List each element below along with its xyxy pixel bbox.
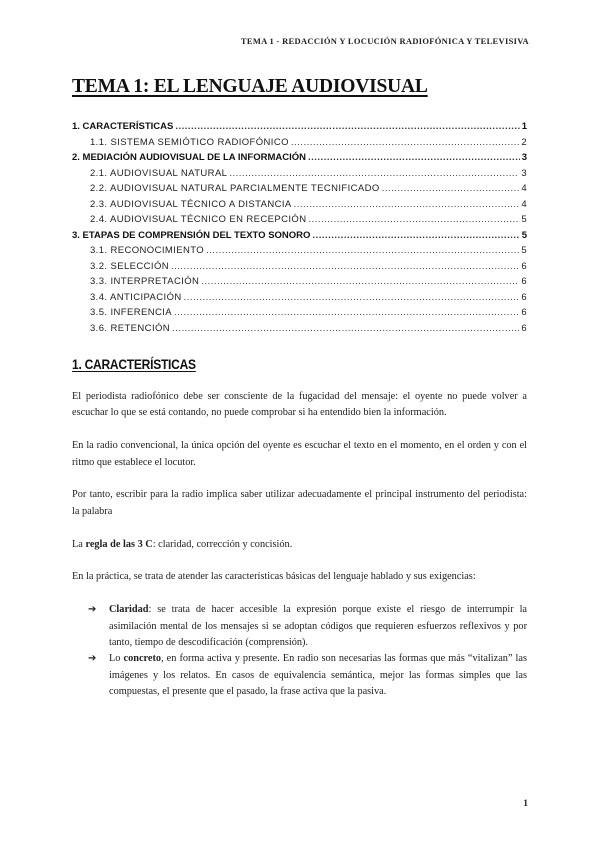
toc-leader: [184, 292, 520, 303]
table-of-contents: [72, 121, 527, 338]
toc-leader: [291, 137, 519, 148]
toc-leader: [201, 276, 519, 287]
toc-entry-page: 4: [521, 198, 527, 210]
rule-prefix: La: [72, 538, 86, 550]
arrow-right-icon: ➔: [88, 604, 97, 616]
toc-entry-label: 2.1. AUDIOVISUAL NATURAL: [90, 167, 228, 179]
toc-entry-label: 3. ETAPAS DE COMPRENSIÓN DEL TEXTO SONORO: [72, 229, 311, 241]
arrow-right-icon: ➔: [88, 653, 97, 665]
toc-entry-label: 1. CARACTERÍSTICAS: [72, 121, 174, 132]
toc-entry[interactable]: [72, 307, 527, 323]
document-title: TEMA 1: EL LENGUAJE AUDIOVISUAL: [72, 76, 428, 97]
toc-entry-label: 2.4. AUDIOVISUAL TÉCNICO EN RECEPCIÓN: [90, 214, 307, 225]
toc-leader: [312, 230, 519, 241]
bullet-term: Claridad: [109, 604, 149, 616]
toc-entry-label: 3.1. RECONOCIMIENTO: [90, 245, 205, 256]
toc-entry-page: 1: [521, 121, 527, 132]
toc-entry-page: 3: [521, 167, 527, 179]
toc-entry[interactable]: [72, 230, 527, 246]
bullet-text: : se trata de hacer accesible la expresión porque existe el riesgo de interrumpir la asimilación mental de los mensajes si se adoptan códigos que requieren esfuerzos reflexivos y por tanto, tiempo de descodificación (comprensión).: [109, 604, 527, 649]
rule-paragraph: [72, 537, 527, 553]
toc-entry[interactable]: [72, 214, 527, 230]
toc-entry[interactable]: [72, 168, 527, 184]
toc-entry-label: 1.1. SISTEMA SEMIÓTICO RADIOFÓNICO: [90, 136, 289, 148]
toc-leader: [172, 323, 519, 334]
toc-leader: [206, 245, 519, 256]
toc-entry-label: 2. MEDIACIÓN AUDIOVISUAL DE LA INFORMACIÓN: [72, 152, 306, 163]
paragraph: En la radio convencional, la única opción del oyente es escuchar el texto en el momento, en el orden y con el ritmo que establece el locutor.: [72, 440, 527, 468]
bullet-prefix: Lo: [109, 653, 124, 665]
toc-entry-page: 6: [521, 291, 527, 303]
toc-entry-page: 5: [521, 214, 527, 225]
toc-leader: [175, 121, 519, 132]
bullet-item: [72, 651, 527, 700]
toc-entry[interactable]: [72, 276, 527, 292]
toc-entry-page: 3: [521, 152, 527, 163]
toc-entry[interactable]: [72, 199, 527, 215]
toc-entry-label: 2.2. AUDIOVISUAL NATURAL PARCIALMENTE TECNIFICADO: [90, 183, 380, 194]
paragraph: En la práctica, se trata de atender las características básicas del lenguaje hablado y sus exigencias:: [72, 571, 476, 583]
page-number: 1: [523, 799, 528, 809]
toc-entry-page: 6: [521, 322, 527, 334]
toc-entry-page: 2: [521, 136, 527, 148]
rule-name: regla de las 3 C: [85, 538, 153, 550]
bullet-list: [72, 602, 527, 700]
toc-entry[interactable]: [72, 121, 527, 137]
paragraph: El periodista radiofónico debe ser consciente de la fugacidad del mensaje: el oyente no puede volver a escuchar lo que se está contando, no puede comprobar si ha entendido bien la información.: [72, 391, 527, 419]
toc-entry-label: 2.3. AUDIOVISUAL TÉCNICO A DISTANCIA: [90, 198, 292, 210]
toc-entry-label: 3.5. INFERENCIA: [90, 307, 173, 318]
toc-entry-label: 3.2. SELECCIÓN: [90, 260, 169, 272]
toc-entry-label: 3.6. RETENCIÓN: [90, 322, 171, 334]
toc-entry-page: 4: [521, 183, 527, 194]
bullet-term: concreto: [123, 653, 162, 665]
toc-entry-page: 6: [521, 276, 527, 287]
toc-entry[interactable]: [72, 183, 527, 199]
toc-entry[interactable]: [72, 245, 527, 261]
toc-entry-page: 5: [521, 229, 527, 241]
toc-entry-label: 3.3. INTERPRETACIÓN: [90, 276, 200, 287]
bullet-item: [72, 602, 527, 651]
toc-entry-page: 5: [521, 245, 527, 256]
section-heading: 1. CARACTERÍSTICAS: [72, 356, 196, 372]
toc-entry[interactable]: [72, 323, 527, 339]
section-body: [72, 389, 527, 701]
toc-leader: [229, 168, 519, 179]
toc-entry[interactable]: [72, 261, 527, 277]
toc-entry-label: 3.4. ANTICIPACIÓN: [90, 291, 182, 303]
toc-leader: [294, 199, 520, 210]
toc-leader: [308, 152, 520, 163]
toc-entry-page: 6: [521, 307, 527, 318]
running-header: TEMA 1 - REDACCIÓN Y LOCUCIÓN RADIOFÓNICA Y TELEVISIVA: [240, 36, 529, 46]
toc-entry[interactable]: [72, 152, 527, 168]
toc-entry[interactable]: [72, 292, 527, 308]
paragraph: Por tanto, escribir para la radio implica saber utilizar adecuadamente el principal instrumento del periodista: la palabra: [72, 489, 527, 517]
toc-leader: [308, 214, 519, 225]
toc-leader: [174, 307, 519, 318]
bullet-text: , en forma activa y presente. En radio son necesarias las formas que más “vitalizan” las imágenes y los relatos. En casos de equivalencia semántica, mejor las formas simples que las compuestas, el presente que el pasado, la frase activa que la pasiva.: [109, 653, 527, 698]
toc-entry-page: 6: [521, 260, 527, 272]
toc-leader: [382, 183, 520, 194]
toc-entry[interactable]: [72, 137, 527, 153]
toc-leader: [171, 261, 519, 272]
rule-suffix: : claridad, corrección y concisión.: [152, 538, 293, 550]
